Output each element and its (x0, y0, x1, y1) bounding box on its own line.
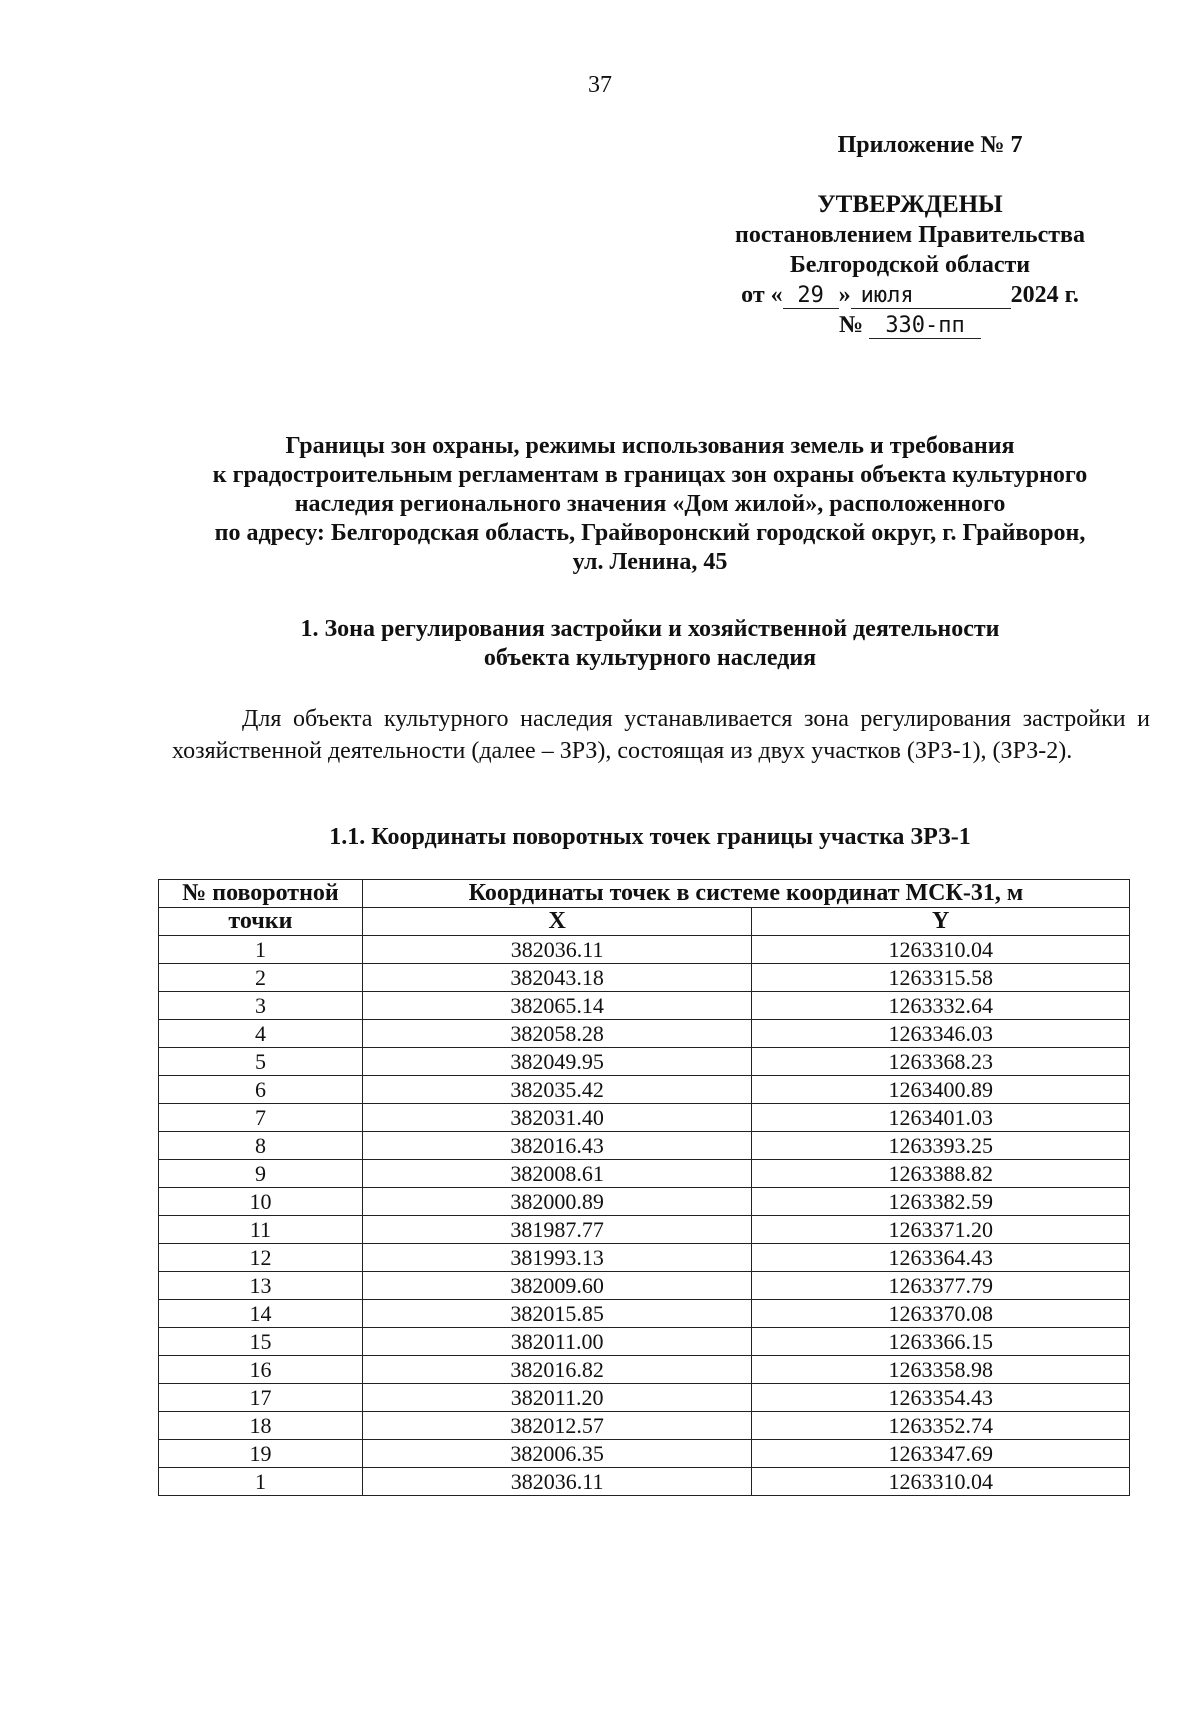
point-number-cell: 14 (159, 1300, 363, 1328)
paragraph-text: Для объекта культурного наследия устанавливается зона регулирования застройки и хозяйственной деятельности (далее – ЗРЗ), состоящая из двух участков (ЗРЗ-1), (ЗРЗ-2). (172, 706, 1150, 764)
table-row (159, 964, 1130, 992)
coordinates-header: Координаты точек в системе координат МСК-31, м (362, 880, 1129, 908)
y-coordinate-cell: 1263401.03 (752, 1104, 1130, 1132)
point-number-header (159, 880, 363, 908)
table-row (159, 1356, 1130, 1384)
point-number-cell: 18 (159, 1412, 363, 1440)
approval-block (680, 130, 1140, 340)
y-coordinate-cell: 1263364.43 (752, 1244, 1130, 1272)
y-coordinate-cell: 1263315.58 (752, 964, 1130, 992)
table-row (159, 1132, 1130, 1160)
table-row (159, 1076, 1130, 1104)
point-number-cell: 16 (159, 1356, 363, 1384)
x-coordinate-cell: 382035.42 (362, 1076, 752, 1104)
approval-number (680, 310, 1140, 340)
x-coordinate-cell: 382016.82 (362, 1356, 752, 1384)
x-coordinate-cell: 382000.89 (362, 1188, 752, 1216)
y-coordinate-cell: 1263388.82 (752, 1160, 1130, 1188)
table-row (159, 1328, 1130, 1356)
page-number: 37 (588, 72, 612, 98)
y-coordinate-cell: 1263400.89 (752, 1076, 1130, 1104)
y-coordinate-cell: 1263354.43 (752, 1384, 1130, 1412)
title-line: к градостроительным регламентам в границах зон охраны объекта культурного (212, 462, 1088, 488)
x-coordinate-cell: 381993.13 (362, 1244, 752, 1272)
table-row (159, 1104, 1130, 1132)
point-number-cell: 19 (159, 1440, 363, 1468)
x-coordinate-cell: 382065.14 (362, 992, 752, 1020)
approved-label: УТВЕРЖДЕНЫ (817, 191, 1003, 218)
point-number-cell: 2 (159, 964, 363, 992)
table-row (159, 1272, 1130, 1300)
table-row (159, 1468, 1130, 1496)
point-number-cell: 1 (159, 1468, 363, 1496)
x-coordinate-cell: 382012.57 (362, 1412, 752, 1440)
x-coordinate-cell: 382015.85 (362, 1300, 752, 1328)
y-header: Y (752, 908, 1130, 936)
table-row (159, 1020, 1130, 1048)
point-number-cell: 17 (159, 1384, 363, 1412)
y-coordinate-cell: 1263393.25 (752, 1132, 1130, 1160)
x-coordinate-cell: 382058.28 (362, 1020, 752, 1048)
x-coordinate-cell: 381987.77 (362, 1216, 752, 1244)
y-coordinate-cell: 1263352.74 (752, 1412, 1130, 1440)
section-1-paragraph (172, 703, 1150, 767)
point-number-cell: 12 (159, 1244, 363, 1272)
date-month: июля (851, 284, 1011, 309)
y-coordinate-cell: 1263371.20 (752, 1216, 1130, 1244)
section-heading-line: объекта культурного наследия (483, 645, 817, 671)
y-coordinate-cell: 1263332.64 (752, 992, 1130, 1020)
y-coordinate-cell: 1263347.69 (752, 1440, 1130, 1468)
x-header: X (362, 908, 752, 936)
document-title (150, 432, 1150, 577)
y-coordinate-cell: 1263310.04 (752, 936, 1130, 964)
point-number-cell: 7 (159, 1104, 363, 1132)
date-day: 29 (783, 284, 839, 309)
title-line: наследия регионального значения «Дом жилой», расположенного (294, 491, 1006, 517)
table-row (159, 1160, 1130, 1188)
table-row (159, 992, 1130, 1020)
point-number-cell: 6 (159, 1076, 363, 1104)
x-coordinate-cell: 382011.20 (362, 1384, 752, 1412)
x-coordinate-cell: 382031.40 (362, 1104, 752, 1132)
point-number-cell: 15 (159, 1328, 363, 1356)
table-row (159, 1440, 1130, 1468)
appendix-label: Приложение № 7 (837, 132, 1023, 158)
x-coordinate-cell: 382016.43 (362, 1132, 752, 1160)
date-mid: » (838, 282, 851, 308)
point-number-cell: 11 (159, 1216, 363, 1244)
x-coordinate-cell: 382036.11 (362, 1468, 752, 1496)
table-row (159, 1188, 1130, 1216)
point-number-cell: 13 (159, 1272, 363, 1300)
y-coordinate-cell: 1263377.79 (752, 1272, 1130, 1300)
point-number-cell: 4 (159, 1020, 363, 1048)
point-number-cell: 10 (159, 1188, 363, 1216)
point-number-cell: 8 (159, 1132, 363, 1160)
point-number-cell: 5 (159, 1048, 363, 1076)
header-line: точки (228, 908, 293, 934)
table-row (159, 1412, 1130, 1440)
point-number-cell: 1 (159, 936, 363, 964)
date-prefix: от « (741, 282, 783, 308)
y-coordinate-cell: 1263358.98 (752, 1356, 1130, 1384)
table-row (159, 1216, 1130, 1244)
y-coordinate-cell: 1263368.23 (752, 1048, 1130, 1076)
table-row (159, 1244, 1130, 1272)
point-number-header-2 (159, 908, 363, 936)
x-coordinate-cell: 382043.18 (362, 964, 752, 992)
title-line: Границы зон охраны, режимы использования земель и требования (285, 433, 1015, 459)
x-coordinate-cell: 382006.35 (362, 1440, 752, 1468)
number-value: 330-пп (869, 314, 981, 339)
approval-date (680, 280, 1140, 310)
table-row (159, 936, 1130, 964)
y-coordinate-cell: 1263366.15 (752, 1328, 1130, 1356)
title-line: ул. Ленина, 45 (572, 549, 728, 575)
header-line: № поворотной (182, 880, 339, 906)
table-row (159, 1048, 1130, 1076)
point-number-cell: 3 (159, 992, 363, 1020)
coordinates-table-body (159, 936, 1130, 1496)
table-row (159, 1300, 1130, 1328)
x-coordinate-cell: 382036.11 (362, 936, 752, 964)
approval-line-2: Белгородской области (789, 252, 1031, 278)
title-line: по адресу: Белгородская область, Грайворонский городской округ, г. Грайворон, (214, 520, 1086, 546)
y-coordinate-cell: 1263382.59 (752, 1188, 1130, 1216)
y-coordinate-cell: 1263346.03 (752, 1020, 1130, 1048)
y-coordinate-cell: 1263310.04 (752, 1468, 1130, 1496)
subsection-1-1-heading: 1.1. Координаты поворотных точек границы участка ЗРЗ-1 (329, 824, 971, 850)
section-1-heading (150, 615, 1150, 673)
x-coordinate-cell: 382011.00 (362, 1328, 752, 1356)
approval-line-1: постановлением Правительства (734, 222, 1085, 248)
y-coordinate-cell: 1263370.08 (752, 1300, 1130, 1328)
date-year: 2024 г. (1010, 282, 1079, 308)
coordinates-table (158, 879, 1130, 1496)
point-number-cell: 9 (159, 1160, 363, 1188)
x-coordinate-cell: 382009.60 (362, 1272, 752, 1300)
section-heading-line: 1. Зона регулирования застройки и хозяйственной деятельности (300, 616, 1000, 642)
number-prefix: № (838, 312, 864, 338)
x-coordinate-cell: 382008.61 (362, 1160, 752, 1188)
table-row (159, 1384, 1130, 1412)
x-coordinate-cell: 382049.95 (362, 1048, 752, 1076)
